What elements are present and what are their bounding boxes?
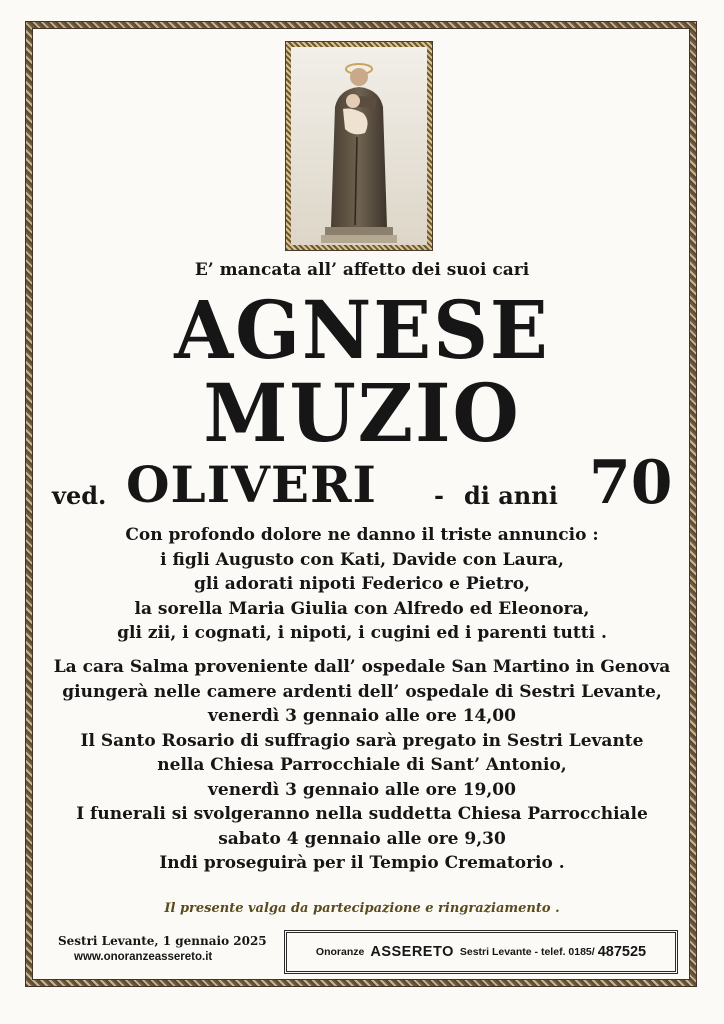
deceased-first-name: AGNESE	[174, 283, 550, 377]
details-line: Indi proseguirà per il Tempio Crematorio .	[159, 853, 565, 873]
married-name: OLIVERI	[126, 455, 377, 514]
closing-note: Il presente valga da partecipazione e ringraziamento .	[164, 901, 560, 916]
agency-phone: 487525	[597, 944, 647, 960]
ved-prefix: ved.	[52, 481, 107, 510]
deceased-last-name: MUZIO	[203, 366, 521, 460]
announcement-line: i figli Augusto con Kati, Davide con Laura,	[160, 549, 564, 570]
details-block	[0, 655, 724, 876]
agency-prefix: Onoranze	[315, 946, 365, 958]
saint-statue-image	[291, 47, 427, 245]
saint-photo	[286, 42, 432, 250]
announcement-line: gli adorati nipoti Federico e Pietro,	[194, 574, 530, 594]
agency-contact: Sestri Levante - telef. 0185/	[459, 946, 595, 958]
details-line: giungerà nelle camere ardenti dell’ ospedale di Sestri Levante,	[62, 681, 662, 702]
age-value: 70	[589, 448, 673, 518]
announcement-block	[0, 523, 724, 646]
announcement-line: gli zii, i cognati, i nipoti, i cugini ed i parenti tutti .	[117, 623, 607, 643]
details-line: venerdì 3 gennaio alle ore 19,00	[208, 779, 516, 800]
agency-box	[284, 930, 678, 974]
intro-text: E’ mancata all’ affetto dei suoi cari	[194, 260, 530, 280]
details-line: I funerali si svolgeranno nella suddetta Chiesa Parrocchiale	[76, 804, 648, 824]
announcement-line: Con profondo dolore ne danno il triste annuncio :	[125, 525, 599, 545]
married-name-row	[44, 448, 674, 522]
announcement-line: la sorella Maria Giulia con Alfredo ed Eleonora,	[134, 598, 590, 619]
place-date: Sestri Levante, 1 gennaio 2025	[58, 934, 267, 948]
age-prefix: di anni	[464, 481, 558, 510]
separator-dash: -	[434, 481, 444, 510]
details-line: venerdì 3 gennaio alle ore 14,00	[208, 706, 516, 726]
details-line: nella Chiesa Parrocchiale di Sant’ Antonio,	[157, 755, 567, 775]
details-line: Il Santo Rosario di suffragio sarà pregato in Sestri Levante	[80, 730, 644, 751]
agency-brand: ASSERETO	[370, 944, 454, 960]
website-link[interactable]: www.onoranzeassereto.it	[74, 951, 213, 963]
details-line: La cara Salma proveniente dall’ ospedale San Martino in Genova	[53, 657, 671, 677]
details-line: sabato 4 gennaio alle ore 9,30	[218, 828, 506, 849]
